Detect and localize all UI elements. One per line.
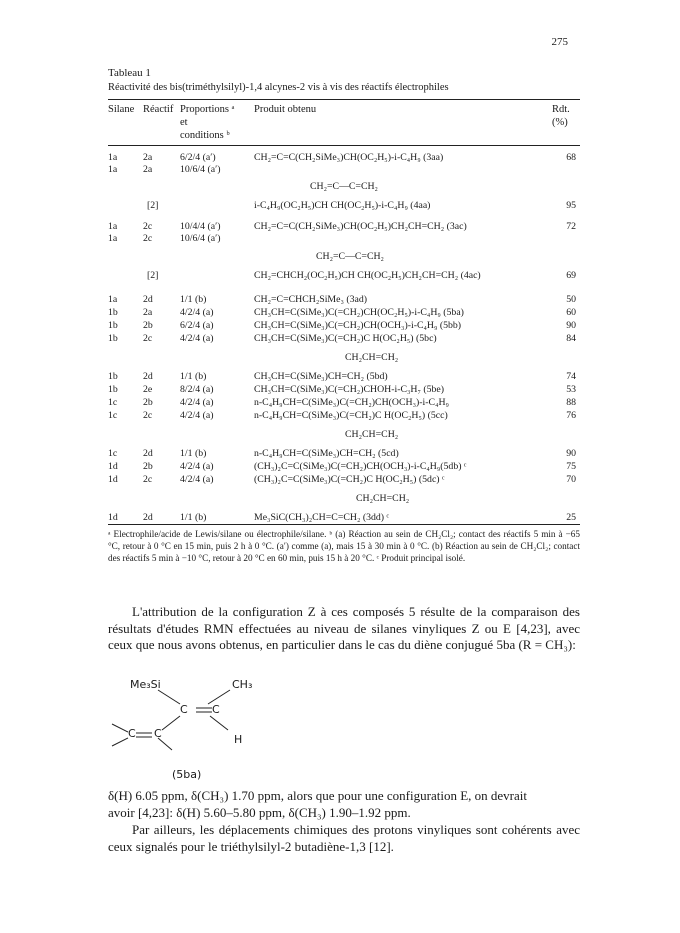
- cell-conditions: 1/1 (b): [180, 371, 207, 382]
- cell-rdt: 70: [566, 474, 576, 485]
- cell-reactif: 2b: [143, 461, 153, 472]
- structure-c-atom-3: C: [128, 727, 136, 740]
- cell-conditions: 4/2/4 (a): [180, 410, 214, 421]
- cell-silane: 1a: [108, 233, 118, 244]
- cell-conditions: 1/1 (b): [180, 512, 207, 523]
- cell-reactif: 2c: [143, 233, 153, 244]
- cell-silane: 1a: [108, 152, 118, 163]
- cell-silane: 1d: [108, 512, 118, 523]
- cell-silane: 1b: [108, 384, 118, 395]
- cell-produit: CH₂=C=C(CH₂SiMe₃)CH(OC₂H₅)CH₂CH=CH₂ (3ac): [254, 221, 467, 232]
- cell-produit: CH₃CH=C(SiMe₃)C(=CH₂)C H(OC₂H₅) (5bc): [254, 333, 437, 344]
- cell-reactif: 2b: [143, 397, 153, 408]
- table-caption: Réactivité des bis(triméthylsilyl)-1,4 alcynes-2 vis à vis des réactifs électrophiles: [108, 82, 449, 93]
- cell-silane: 1b: [108, 307, 118, 318]
- structure-me3si: Me₃Si: [130, 678, 161, 691]
- cell-rdt: 53: [566, 384, 576, 395]
- cell-conditions: 4/2/4 (a): [180, 333, 214, 344]
- cell-produit: CH₂=C=C(CH₂SiMe₃)CH(OC₂H₅)-i-C₄H₉ (3aa): [254, 152, 444, 163]
- cell-produit: (CH₃)₂C=C(SiMe₃)C(=CH₂)C H(OC₂H₅) (5dc) ᶜ: [254, 474, 445, 485]
- cell-conditions: 1/1 (b): [180, 448, 207, 459]
- cell-reactif: 2e: [143, 384, 153, 395]
- cell-rdt: 69: [566, 270, 576, 281]
- header-proportions-et: et: [180, 117, 188, 128]
- table-label: Tableau 1: [108, 67, 151, 79]
- cell-rdt: 95: [566, 200, 576, 211]
- cell-produit: CH₂CH=CH₂: [356, 493, 410, 504]
- cell-rdt: 90: [566, 320, 576, 331]
- structure-h: H: [234, 733, 243, 746]
- cell-produit: CH₂CH=CH₂: [345, 429, 399, 440]
- table-footnote: ᵃ Electrophile/acide de Lewis/silane ou électrophile/silane. ᵇ (a) Réaction au sein de CH₂Cl₂; contact des réactifs 5 min à −65 °C, retour à 0 °C en 15 min, puis 2 h à 0 °C. (a′) comme (a), mais 15 à 30 min à 0 °C. (b) Réaction au sein de CH₂Cl₂; contact des réactifs 5 min à −10 °C, retour à 20 °C en 60 min, puis 15 h à 20 °C. ᶜ Produit principal isolé.: [108, 529, 580, 563]
- cell-silane: 1b: [108, 333, 118, 344]
- header-conditions: conditions ᵇ: [180, 130, 230, 141]
- structure-ch3: CH₃: [232, 678, 253, 691]
- cell-rdt: 72: [566, 221, 576, 232]
- cell-rdt: 68: [566, 152, 576, 163]
- table-bottom-rule: [108, 524, 580, 525]
- cell-reactif: [2]: [147, 270, 159, 281]
- cell-produit: i-C₄H₉(OC₂H₅)CH CH(OC₂H₅)-i-C₄H₉ (4aa): [254, 200, 431, 211]
- cell-produit: CH₂=C=CHCH₂SiMe₃ (3ad): [254, 294, 368, 305]
- structure-c-atom-1: C: [180, 703, 188, 716]
- cell-reactif: 2d: [143, 294, 153, 305]
- cell-rdt: 84: [566, 333, 576, 344]
- cell-conditions: 6/2/4 (a): [180, 320, 214, 331]
- table-header-rule: [108, 145, 580, 146]
- page-number: 275: [551, 36, 568, 48]
- cell-silane: 1a: [108, 221, 118, 232]
- cell-produit: n-C₄H₉CH=C(SiMe₃)C(=CH₂)CH(OCH₃)-i-C₄H₉: [254, 397, 449, 408]
- cell-silane: 1b: [108, 320, 118, 331]
- cell-silane: 1c: [108, 448, 118, 459]
- cell-reactif: 2c: [143, 410, 153, 421]
- table-top-rule: [108, 99, 580, 100]
- structure-c-atom-4: C: [154, 727, 162, 740]
- paragraph-vinylic-protons: Par ailleurs, les déplacements chimiques des protons vinyliques sont cohérents avec ceux signalés pour le triéthylsilyl-2 butadiène-1,3 [12].: [108, 822, 580, 854]
- cell-produit: CH₃CH=C(SiMe₃)CH=CH₂ (5bd): [254, 371, 388, 382]
- cell-conditions: 4/2/4 (a): [180, 474, 214, 485]
- cell-conditions: 1/1 (b): [180, 294, 207, 305]
- cell-rdt: 75: [566, 461, 576, 472]
- paragraph-nmr-line-2: avoir [4,23]: δ(H) 5.60–5.80 ppm, δ(CH₃) 1.90–1.92 ppm.: [108, 805, 411, 820]
- cell-conditions: 4/2/4 (a): [180, 397, 214, 408]
- header-produit: Produit obtenu: [254, 104, 317, 115]
- cell-produit: (CH₃)₂C=C(SiMe₃)C(=CH₂)CH(OCH₃)-i-C₄H₉(5db) ᶜ: [254, 461, 467, 472]
- cell-conditions: 10/6/4 (a′): [180, 233, 221, 244]
- cell-reactif: 2d: [143, 512, 153, 523]
- cell-produit: CH₂=C—C=CH₂: [310, 181, 378, 192]
- paragraph-configuration: L'attribution de la configuration Z à ces composés 5 résulte de la comparaison des résultats d'études RMN effectuées au niveau de silanes vinyliques Z ou E [4,23], avec ceux que nous avons obtenus, en particulier dans le cas du diène conjugué 5ba (R = CH₃):: [108, 604, 580, 652]
- cell-produit: CH₂=C—C=CH₂: [316, 251, 384, 262]
- structure-label: (5ba): [172, 768, 202, 781]
- header-silane: Silane: [108, 104, 135, 115]
- paragraph-nmr-line-1: δ(H) 6.05 ppm, δ(CH₃) 1.70 ppm, alors que pour une configuration E, on devrait: [108, 788, 527, 803]
- cell-conditions: 8/2/4 (a): [180, 384, 214, 395]
- cell-produit: CH₂CH=CH₂: [345, 352, 399, 363]
- cell-reactif: 2d: [143, 371, 153, 382]
- cell-rdt: 76: [566, 410, 576, 421]
- header-rdt: Rdt.: [552, 104, 570, 115]
- cell-silane: 1a: [108, 294, 118, 305]
- cell-reactif: 2a: [143, 152, 153, 163]
- cell-rdt: 25: [566, 512, 576, 523]
- cell-reactif: 2b: [143, 320, 153, 331]
- header-reactif: Réactif: [143, 104, 174, 115]
- cell-produit: n-C₄H₉CH=C(SiMe₃)C(=CH₂)C H(OC₂H₅) (5cc): [254, 410, 448, 421]
- cell-produit: n-C₄H₉CH=C(SiMe₃)CH=CH₂ (5cd): [254, 448, 399, 459]
- cell-rdt: 90: [566, 448, 576, 459]
- cell-conditions: 6/2/4 (a′): [180, 152, 216, 163]
- cell-conditions: 10/4/4 (a′): [180, 221, 221, 232]
- cell-silane: 1a: [108, 164, 118, 175]
- cell-reactif: 2a: [143, 307, 153, 318]
- header-proportions: Proportions ᵃ: [180, 104, 235, 115]
- cell-reactif: 2a: [143, 164, 153, 175]
- cell-silane: 1d: [108, 461, 118, 472]
- cell-conditions: 10/6/4 (a′): [180, 164, 221, 175]
- cell-rdt: 74: [566, 371, 576, 382]
- cell-conditions: 4/2/4 (a): [180, 307, 214, 318]
- cell-rdt: 88: [566, 397, 576, 408]
- cell-produit: CH₃CH=C(SiMe₃)C(=CH₂)CH(OC₂H₅)-i-C₄H₉ (5ba): [254, 307, 464, 318]
- header-rdt-unit: (%): [552, 117, 568, 128]
- cell-produit: CH₃CH=C(SiMe₃)C(=CH₂)CHOH-i-C₃H₇ (5be): [254, 384, 445, 395]
- cell-produit: CH₂=CHCH₂(OC₂H₅)CH CH(OC₂H₅)CH₂CH=CH₂ (4ac): [254, 270, 481, 281]
- cell-silane: 1c: [108, 397, 118, 408]
- cell-reactif: 2c: [143, 221, 153, 232]
- cell-reactif: 2c: [143, 474, 153, 485]
- cell-reactif: [2]: [147, 200, 159, 211]
- structure-c-atom-2: C: [212, 703, 220, 716]
- cell-silane: 1b: [108, 371, 118, 382]
- cell-conditions: 4/2/4 (a): [180, 461, 214, 472]
- cell-reactif: 2c: [143, 333, 153, 344]
- cell-silane: 1d: [108, 474, 118, 485]
- cell-silane: 1c: [108, 410, 118, 421]
- cell-rdt: 60: [566, 307, 576, 318]
- cell-reactif: 2d: [143, 448, 153, 459]
- cell-produit: CH₃CH=C(SiMe₃)C(=CH₂)CH(OCH₃)-i-C₄H₉ (5bb): [254, 320, 462, 331]
- cell-produit: Me₃SiC(CH₃)₂CH=C=CH₂ (3dd) ᶜ: [254, 512, 389, 523]
- cell-rdt: 50: [566, 294, 576, 305]
